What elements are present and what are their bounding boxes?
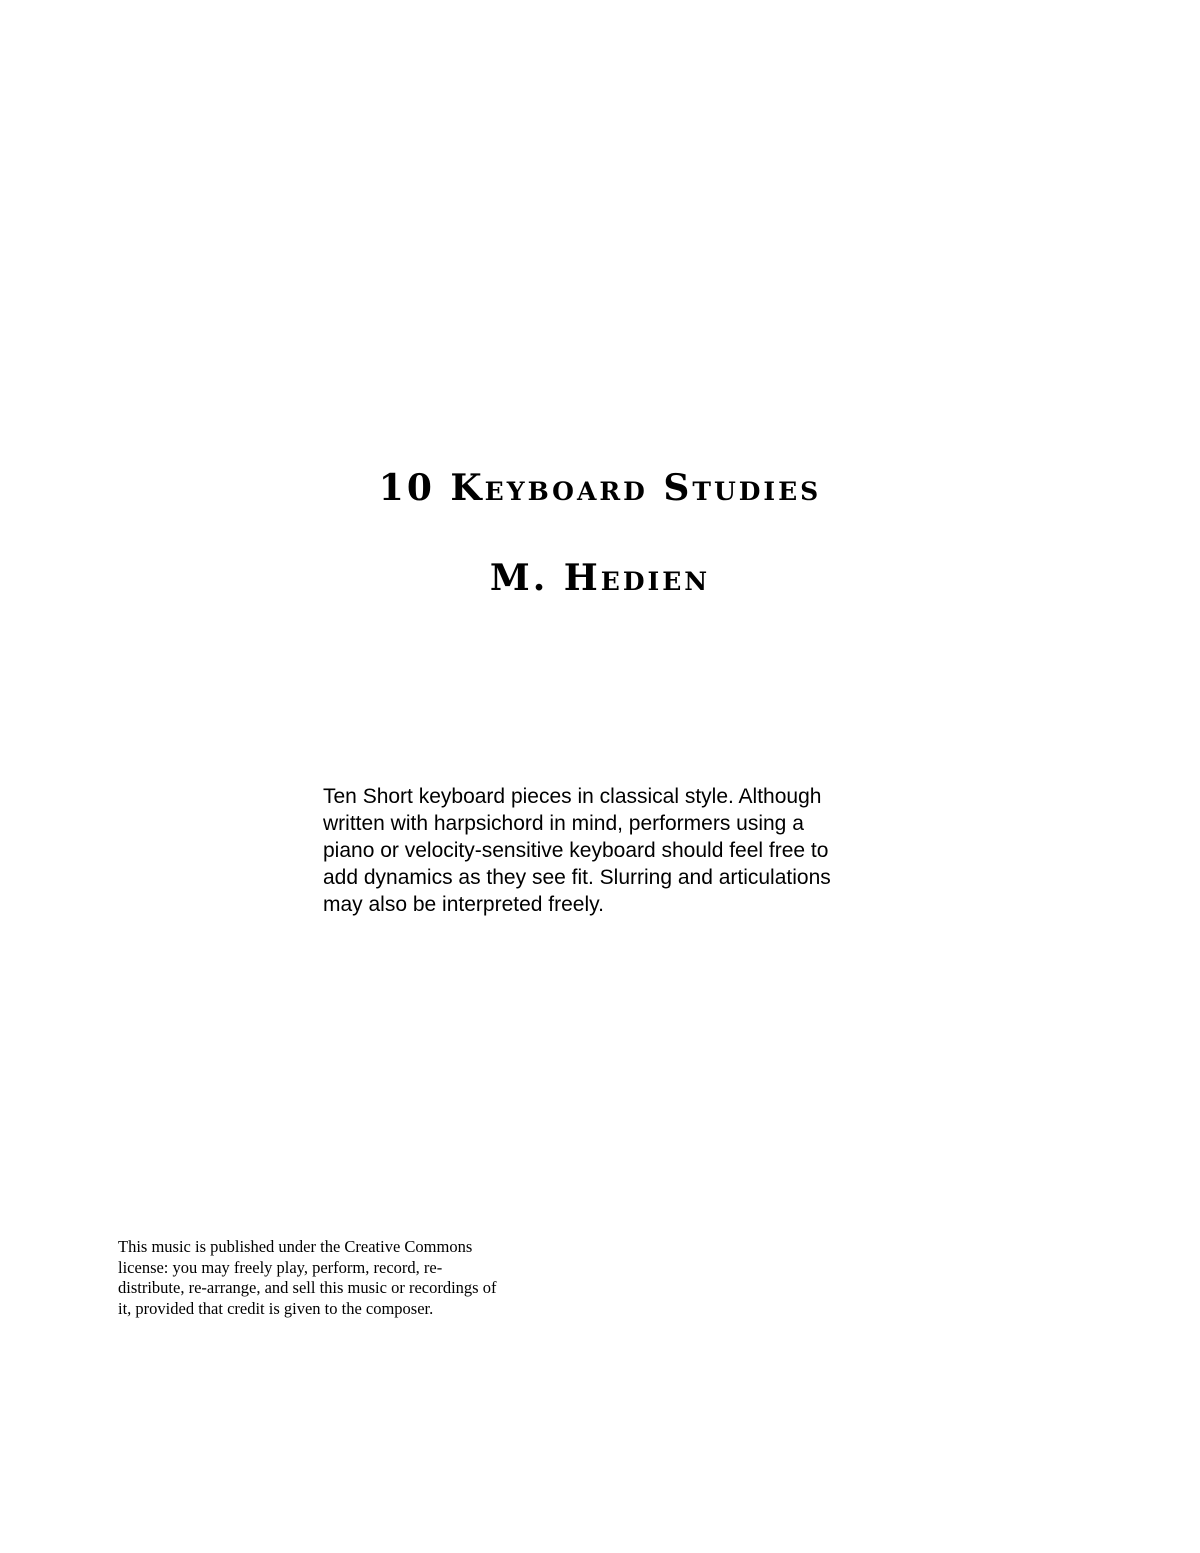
license-line: This music is published under the Creative Commons xyxy=(118,1237,473,1256)
license-line: license: you may freely play, perform, record, re- xyxy=(118,1257,443,1277)
description-paragraph xyxy=(323,783,903,918)
description-line: written with harpsichord in mind, performers using a xyxy=(323,812,804,835)
description-line: add dynamics as they see fit. Slurring and articulations xyxy=(323,866,831,889)
description-line: Ten Short keyboard pieces in classical style. Although xyxy=(323,785,822,808)
license-line: distribute, re-arrange, and sell this music or recordings of xyxy=(118,1278,497,1297)
license-notice xyxy=(118,1237,538,1319)
description-line: may also be interpreted freely. xyxy=(323,893,604,916)
license-line: it, provided that credit is given to the composer. xyxy=(118,1298,434,1318)
page-title: 10 Keyboard Studies xyxy=(378,467,822,509)
composer-name: M. Hedien xyxy=(489,557,711,599)
description-line: piano or velocity-sensitive keyboard should feel free to xyxy=(323,839,829,862)
